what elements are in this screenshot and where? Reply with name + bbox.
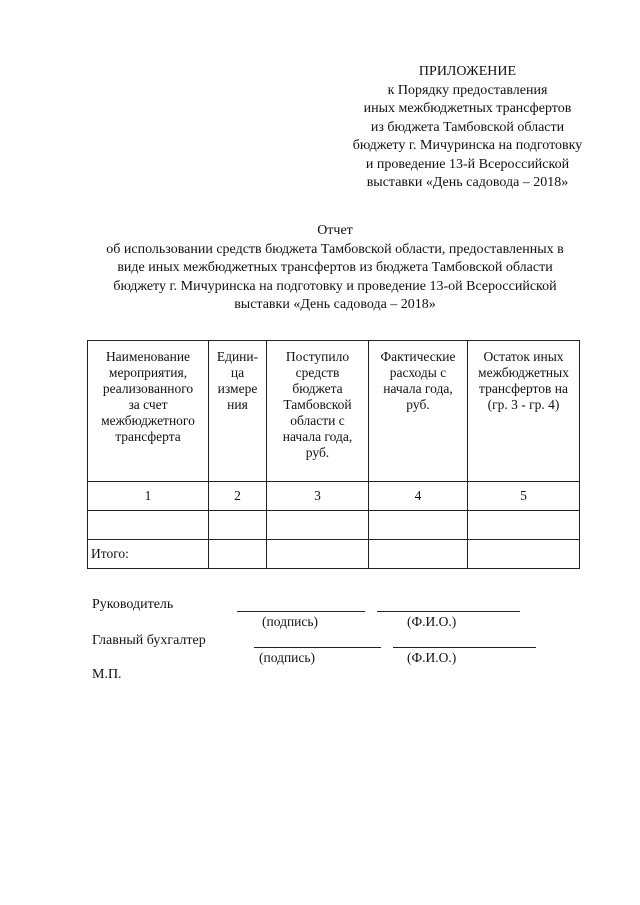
appendix-line: из бюджета Тамбовской области — [370, 119, 565, 135]
table-cell[interactable] — [369, 540, 468, 569]
accountant-name-line[interactable] — [393, 647, 536, 648]
appendix-line: выставки «День садовода – 2018» — [366, 175, 569, 190]
table-row — [88, 511, 580, 540]
report-title — [70, 222, 600, 315]
header-cell-event-name: Наименование мероприятия, реализованного за счет межбюджетного трансферта — [88, 341, 209, 482]
accountant-name-caption: (Ф.И.О.) — [407, 650, 457, 665]
report-title-line: выставки «День садовода – 2018» — [234, 297, 436, 312]
table-header-row — [88, 341, 580, 482]
head-signature-caption: (подпись) — [262, 614, 319, 629]
accountant-signature-line[interactable] — [254, 647, 381, 648]
accountant-signature-caption: (подпись) — [259, 650, 316, 665]
appendix-line: ПРИЛОЖЕНИЕ — [418, 64, 517, 79]
column-number: 3 — [267, 482, 369, 511]
appendix-line: и проведение 13-й Всероссийской — [365, 156, 570, 172]
appendix-line: бюджету г. Мичуринска на подготовку — [352, 138, 583, 153]
report-title-line: Отчет — [317, 223, 353, 238]
column-number: 5 — [468, 482, 580, 511]
table-cell[interactable] — [468, 540, 580, 569]
header-cell-unit: Едини- ца измере ния — [209, 341, 267, 482]
table-cell[interactable] — [369, 511, 468, 540]
header-cell-actual-expenses: Фактические расходы с начала года, руб. — [369, 341, 468, 482]
report-table — [87, 340, 580, 569]
head-name-line[interactable] — [377, 611, 520, 612]
column-number: 1 — [88, 482, 209, 511]
appendix-header — [330, 63, 605, 193]
total-label: Итого: — [88, 540, 209, 569]
table-cell[interactable] — [209, 511, 267, 540]
table-cell[interactable] — [209, 540, 267, 569]
appendix-line: к Порядку предоставления — [387, 82, 548, 98]
head-signature-line[interactable] — [237, 611, 365, 612]
accountant-label: Главный бухгалтер — [92, 633, 206, 648]
report-title-line: виде иных межбюджетных трансфертов из бюджета Тамбовской области — [117, 260, 553, 275]
table-total-row — [88, 540, 580, 569]
appendix-line: иных межбюджетных трансфертов — [363, 101, 572, 116]
table-cell[interactable] — [267, 511, 369, 540]
table-column-numbers-row — [88, 482, 580, 511]
table-cell[interactable] — [468, 511, 580, 540]
report-title-line: бюджету г. Мичуринска на подготовку и проведение 13-ой Всероссийской — [113, 278, 557, 294]
stamp-label: М.П. — [92, 667, 122, 682]
column-number: 4 — [369, 482, 468, 511]
header-cell-received: Поступило средств бюджета Тамбовской области с начала года, руб. — [267, 341, 369, 482]
head-name-caption: (Ф.И.О.) — [407, 614, 457, 629]
header-cell-remainder: Остаток иных межбюджетных трансфертов на (гр. 3 - гр. 4) — [468, 341, 580, 482]
report-title-line: об использовании средств бюджета Тамбовской области, предоставленных в — [106, 241, 564, 257]
table-cell[interactable] — [88, 511, 209, 540]
column-number: 2 — [209, 482, 267, 511]
table-cell[interactable] — [267, 540, 369, 569]
head-label: Руководитель — [92, 597, 174, 612]
